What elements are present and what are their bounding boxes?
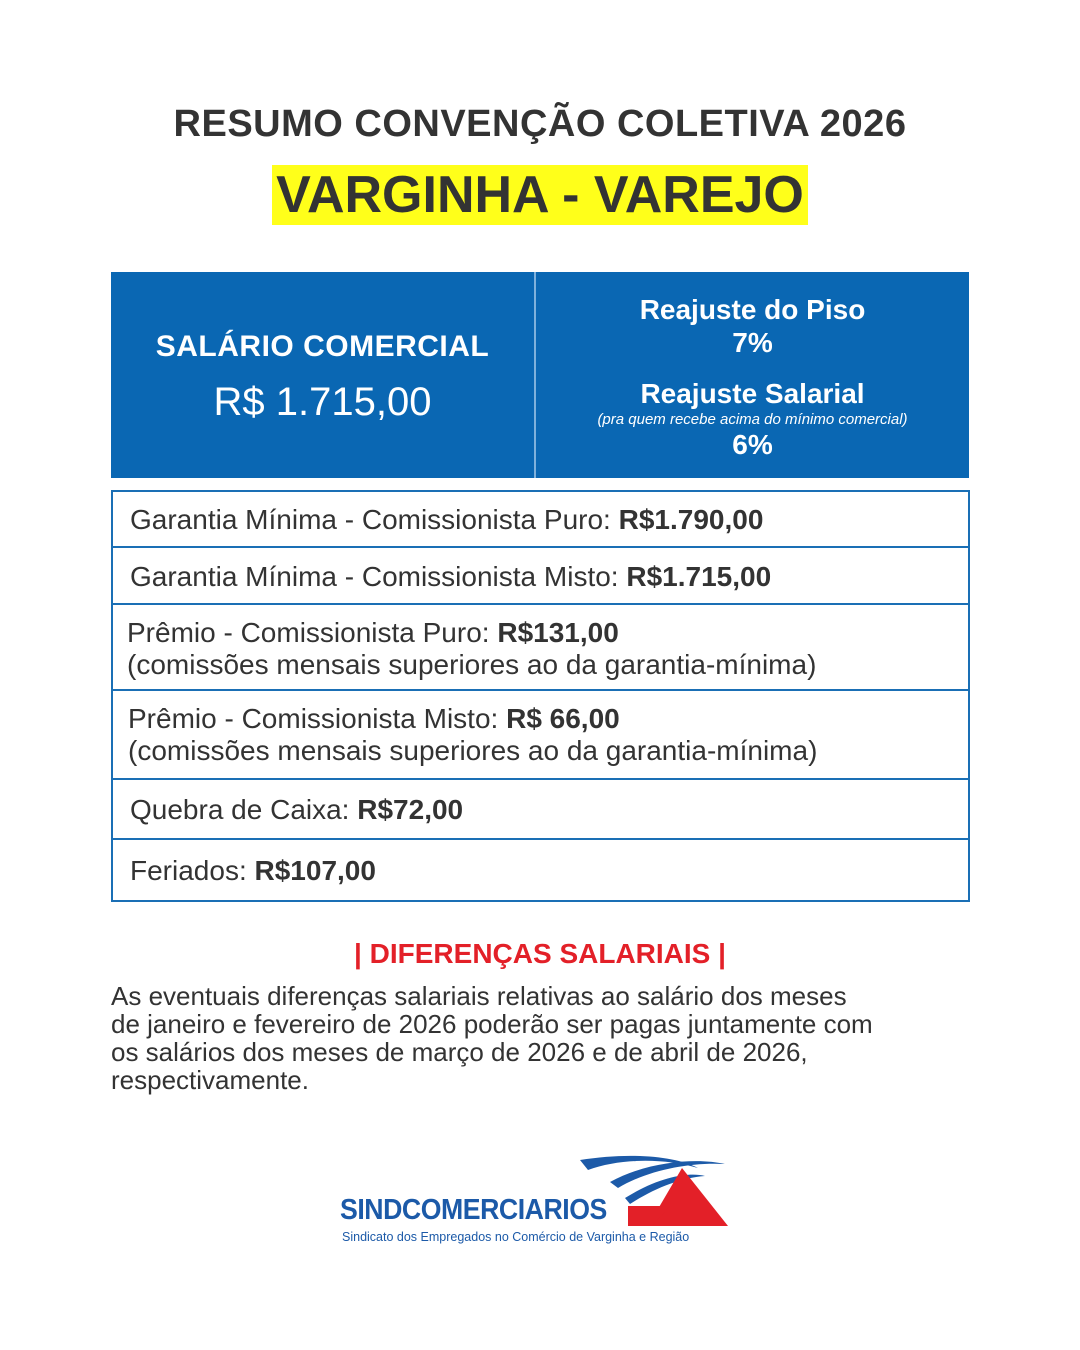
subtitle-wrapper [0, 165, 1080, 225]
row-feriados [113, 840, 968, 902]
row-value: R$ 66,00 [506, 703, 620, 734]
reajuste-panel [536, 272, 969, 478]
row-label: Prêmio - Comissionista Misto: [128, 703, 507, 734]
row-garantia-puro [113, 492, 968, 548]
reajuste-salarial-label: Reajuste Salarial [640, 378, 865, 409]
row-label: Feriados: [130, 855, 255, 886]
row-label: Garantia Mínima - Comissionista Puro: [130, 504, 619, 535]
row-label: Prêmio - Comissionista Puro: [127, 617, 498, 648]
reajuste-salarial-value: 6% [732, 429, 773, 460]
diferencas-line: de janeiro e fevereiro de 2026 poderão ser pagas juntamente com [111, 1009, 873, 1039]
row-note: (comissões mensais superiores ao da garantia-mínima) [128, 735, 818, 766]
row-value: R$131,00 [497, 617, 619, 648]
diferencas-line: respectivamente. [111, 1065, 309, 1095]
diferencas-line: As eventuais diferenças salariais relativas ao salário dos meses [111, 981, 847, 1011]
row-value: R$1.715,00 [626, 561, 772, 592]
row-value: R$107,00 [254, 855, 376, 886]
sindcomerciarios-logo [330, 1150, 750, 1250]
logo-tagline: Sindicato dos Empregados no Comércio de Varginha e Região [342, 1230, 690, 1244]
row-garantia-misto [113, 548, 968, 605]
page-subtitle: VARGINHA - VAREJO [272, 165, 808, 225]
summary-box [111, 272, 969, 478]
diferencas-line: os salários dos meses de março de 2026 e de abril de 2026, [111, 1037, 808, 1067]
row-premio-puro [113, 605, 968, 691]
salario-panel [111, 272, 534, 478]
row-label: Quebra de Caixa: [130, 794, 358, 825]
row-quebra-caixa [113, 780, 968, 840]
logo-name: SINDCOMERCIARIOS [340, 1194, 607, 1226]
salario-value: R$ 1.715,00 [213, 380, 432, 424]
page-title: RESUMO CONVENÇÃO COLETIVA 2026 [173, 103, 907, 145]
row-value: R$1.790,00 [618, 504, 764, 535]
row-note: (comissões mensais superiores ao da garantia-mínima) [127, 649, 817, 680]
benefits-table [111, 490, 970, 902]
diferencas-title: | DIFERENÇAS SALARIAIS | [354, 938, 726, 969]
row-value: R$72,00 [357, 794, 464, 825]
row-label: Garantia Mínima - Comissionista Misto: [130, 561, 627, 592]
reajuste-piso-label: Reajuste do Piso [639, 294, 866, 325]
diferencas-text [111, 982, 981, 1094]
reajuste-piso-value: 7% [732, 327, 773, 358]
salario-label: SALÁRIO COMERCIAL [155, 330, 490, 363]
reajuste-salarial-note: (pra quem recebe acima do mínimo comercial) [597, 411, 908, 428]
row-premio-misto [113, 691, 968, 780]
